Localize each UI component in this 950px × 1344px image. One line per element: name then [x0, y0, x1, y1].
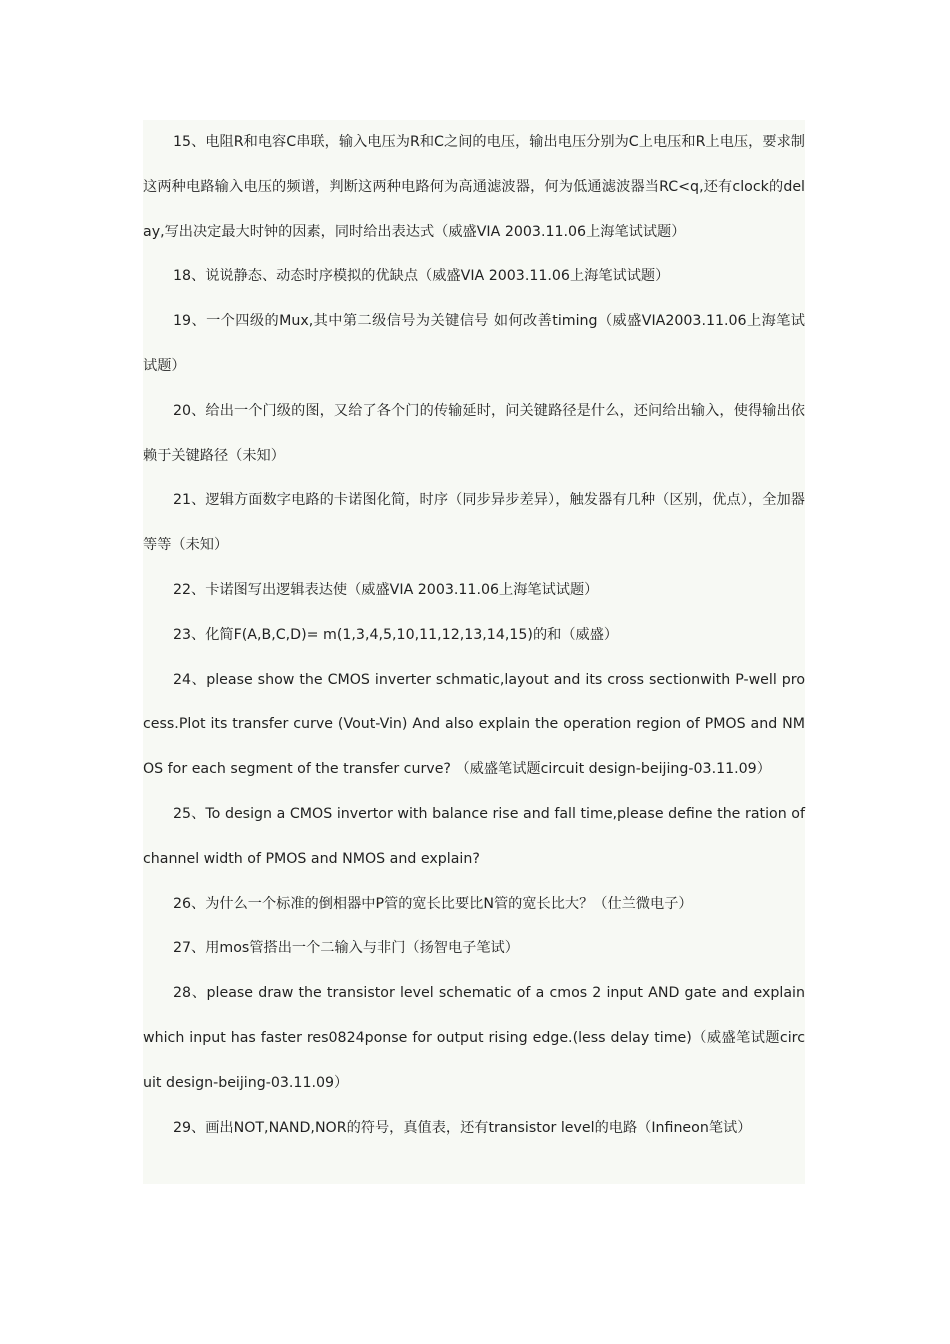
- question-25: 25、To design a CMOS invertor with balance rise and fall time,please define the ration of channel width of PMOS and NMOS and explain?: [143, 805, 805, 867]
- question-24: 24、please show the CMOS inverter schmatic,layout and its cross sectionwith P-well process.Plot its transfer curve (Vout-Vin) And also explain the operation region of PMOS and NMOS for each segment of the transfer curve? （威盛笔试题circuit design-beijing-03.11.09）: [143, 671, 805, 778]
- question-28: 28、please draw the transistor level schematic of a cmos 2 input AND gate and explain which input has faster res0824ponse for output rising edge.(less delay time)（威盛笔试题circuit design-beijing-03.11.09）: [143, 985, 805, 1091]
- question-20: 20、给出一个门级的图，又给了各个门的传输延时，问关键路径是什么，还问给出输入，使得输出依赖于关键路径（未知）: [143, 402, 805, 464]
- question-26: 26、为什么一个标准的倒相器中P管的宽长比要比N管的宽长比大？（仕兰微电子）: [173, 895, 693, 912]
- question-19: 19、一个四级的Mux,其中第二级信号为关键信号 如何改善timing（威盛VIA2003.11.06上海笔试试题）: [143, 313, 805, 374]
- question-29: 29、画出NOT,NAND,NOR的符号，真值表，还有transistor level的电路（Infineon笔试）: [173, 1119, 752, 1136]
- document-body: [143, 120, 805, 1184]
- question-22: 22、卡诺图写出逻辑表达使（威盛VIA 2003.11.06上海笔试试题）: [173, 581, 599, 598]
- question-23: 23、化简F(A,B,C,D)= m(1,3,4,5,10,11,12,13,14,15)的和（威盛）: [173, 626, 619, 643]
- question-15: 15、电阻R和电容C串联，输入电压为R和C之间的电压，输出电压分别为C上电压和R上电压，要求制这两种电路输入电压的频谱，判断这两种电路何为高通滤波器，何为低通滤波器当RC<q,还有clock的delay,写出决定最大时钟的因素，同时给出表达式（威盛VIA 2003.11.06上海笔试试题）: [143, 134, 805, 240]
- question-18: 18、说说静态、动态时序模拟的优缺点（威盛VIA 2003.11.06上海笔试试题）: [173, 268, 670, 285]
- question-21: 21、逻辑方面数字电路的卡诺图化简，时序（同步异步差异），触发器有几种（区别，优点），全加器等等（未知）: [143, 492, 805, 554]
- question-27: 27、用mos管搭出一个二输入与非门（扬智电子笔试）: [173, 940, 519, 957]
